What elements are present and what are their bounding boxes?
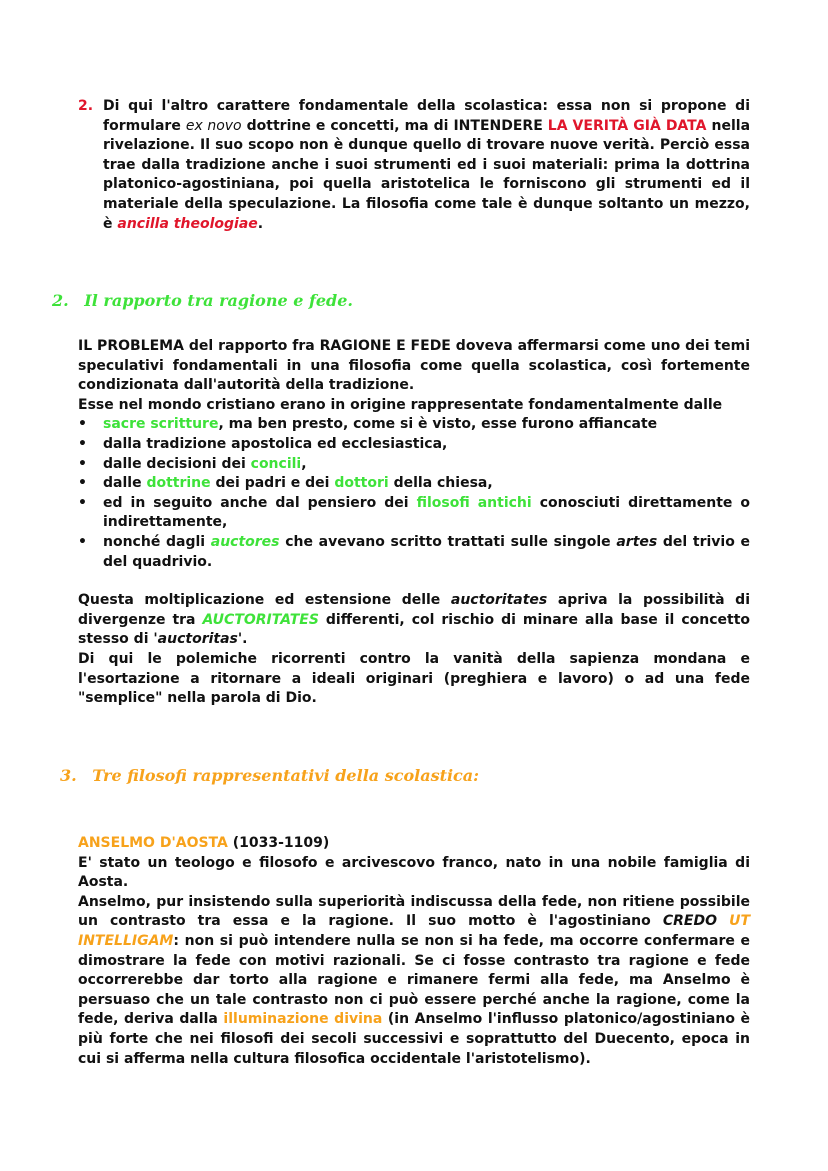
- heading-2-number: 2.: [52, 291, 69, 310]
- section-3-paragraph: Anselmo, pur insistendo sulla superiorità indiscussa della fede, non ritiene possibile un contrasto tra essa e la ragione. Il suo motto è l'agostiniano CREDO UT INTELLIGAM: non si può intendere nulla se non si ha fede, ma occorre confermare e dimostrare la fede con motivi razionali. Se ci fosse contrasto tra ragione e fede occorrerebbe dar torto alla ragione e rimanere fermi alla fede, ma Anselmo è persuaso che un tale contrasto non ci può essere perché anche la ragione, come la fede, deriva dalla illuminazione divina (in Anselmo l'influsso platonico/agostiniano è più forte che nei filosofi dei secoli successivi e soprattutto del Duecento, epoca in cui si afferma nella cultura filosofica occidentale l'aristotelismo).: [78, 893, 751, 1067]
- section-1-text: Di qui l'altro carattere fondamentale della scolastica: essa non si propone di formulare ex novo dottrine e concetti, ma di INTENDERE LA VERITÀ GIÀ DATA nella rivelazione. Il suo scopo non è dunque quello di trovare nuove verità. Perciò essa trae dalla tradizione anche i suoi strumenti ed i suoi materiali: prima la dottrina platonico-agostiniana, poi quella aristotelica le forniscono gli strumenti ed il materiale della speculazione. La filosofia come tale è dunque soltanto un mezzo, è ancilla theologiae.: [103, 98, 751, 232]
- illuminazione-divina: illuminazione divina: [223, 1011, 383, 1028]
- heading-3-number: 3.: [60, 766, 77, 785]
- section-2-line2: Esse nel mondo cristiano erano in origine rappresentate fondamentalmente dalle: [78, 396, 723, 413]
- section-2: [78, 337, 750, 709]
- list-item: • ed in seguito anche dal pensiero dei filosofi antichi conosciuti direttamente o indirettamente,: [78, 494, 750, 533]
- ex-novo: ex novo: [185, 117, 242, 134]
- verita-gia-data: LA VERITÀ GIÀ DATA: [547, 117, 707, 134]
- heading-3-title: Tre filosofi rappresentativi della scolastica:: [92, 766, 480, 785]
- section-1: [78, 97, 750, 234]
- section-3: [78, 834, 750, 1069]
- heading-2: [52, 291, 353, 310]
- heading-3: [60, 766, 479, 785]
- section-2-intro: IL PROBLEMA del rapporto fra RAGIONE E FEDE doveva affermarsi come uno dei temi speculativi fondamentali in una filosofia come quella scolastica, così fortemente condizionata dall'autorità della tradizione.: [78, 338, 750, 394]
- list-item: • dalla tradizione apostolica ed ecclesiastica,: [78, 435, 750, 455]
- philosopher-name-line: [78, 834, 750, 854]
- ut-intelligam: UT INTELLIGAM: [78, 913, 751, 949]
- ancilla-theologiae: ancilla theologiae: [117, 215, 258, 232]
- section-2-paragraph-3: Di qui le polemiche ricorrenti contro la vanità della sapienza mondana e l'esortazione a ritornare a ideali originari (preghiera e lavoro) o ad una fede "semplice" nella parola di Dio.: [78, 650, 750, 707]
- list-item: • sacre scritture, ma ben presto, come si è visto, esse furono affiancate: [78, 415, 750, 435]
- section-2-paragraph-2: Questa moltiplicazione ed estensione delle auctoritates apriva la possibilità di divergenze tra AUCTORITATES differenti, col rischio di minare alla base il concetto stesso di 'auctoritas'.: [78, 592, 750, 648]
- heading-2-title: Il rapporto tra ragione e fede.: [84, 291, 353, 310]
- list-item: • nonché dagli auctores che avevano scritto trattati sulle singole artes del trivio e del quadrivio.: [78, 533, 750, 572]
- philosopher-name: ANSELMO D'AOSTA: [78, 835, 228, 851]
- section-3-line1: E' stato un teologo e filosofo e arcivescovo franco, nato in una nobile famiglia di Aosta.: [78, 854, 750, 891]
- sources-list: [78, 415, 750, 572]
- list-item: • dalle decisioni dei concili,: [78, 455, 750, 475]
- philosopher-dates: (1033-1109): [227, 835, 330, 851]
- section-1-number: 2.: [78, 98, 94, 114]
- list-item: • dalle dottrine dei padri e dei dottori della chiesa,: [78, 474, 750, 494]
- credo: CREDO: [662, 913, 717, 930]
